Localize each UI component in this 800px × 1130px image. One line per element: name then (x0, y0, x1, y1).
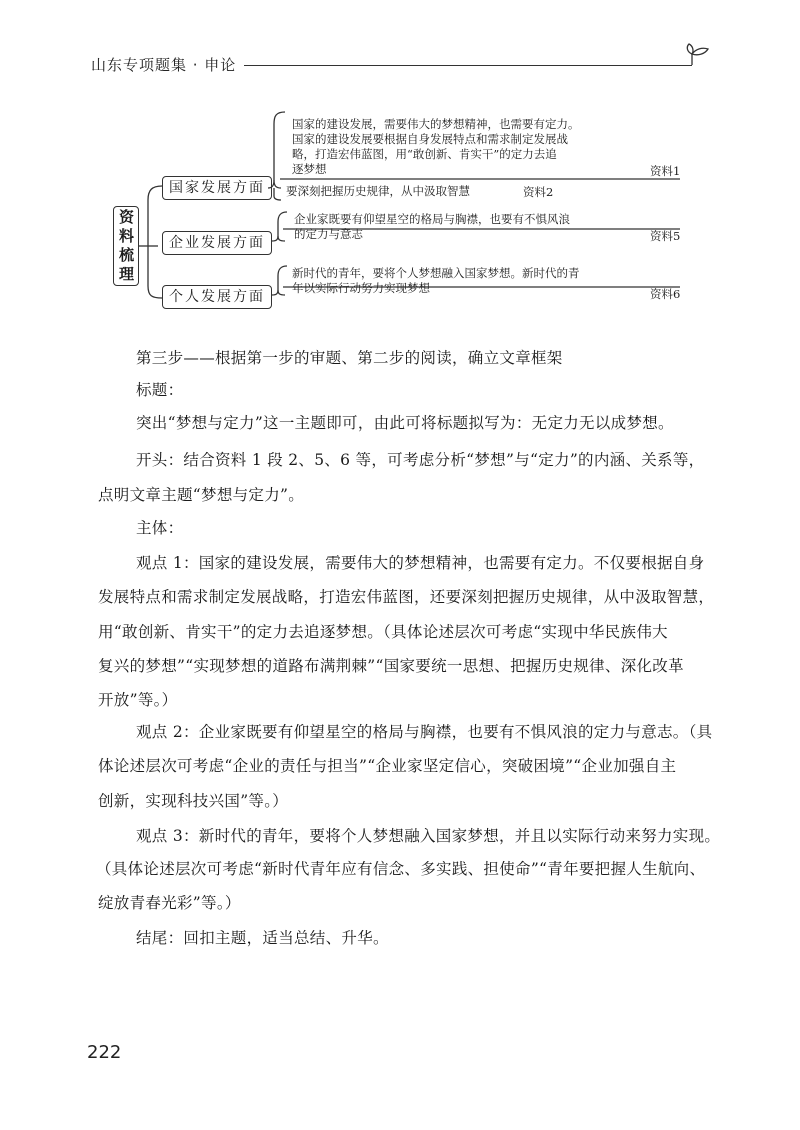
ending-text: 结尾：回扣主题，适当总结、升华。 (136, 929, 389, 947)
branch-individual-source: 资料6 (650, 287, 681, 301)
opening-line-1: 开头：结合资料 1 段 2、5、6 等，可考虑分析“梦想”与“定力”的内涵、关系等， (136, 451, 705, 469)
view2-line-1: 观点 2：企业家既要有仰望星空的格局与胸襟，也要有不惧风浪的定力与意志。（具 (136, 723, 713, 741)
view3-line-2: （具体论述层次可考虑“新时代青年应有信念、多实践、担使命”“青年要把握人生航向、 (96, 860, 706, 878)
view1-line-4: 复兴的梦想”“实现梦想的道路布满荆棘”“国家要统一思想、把握历史规律、深化改革 (98, 657, 684, 675)
title-text: 突出“梦想与定力”这一主题即可，由此可将标题拟写为：无定力无以成梦想。 (136, 414, 674, 432)
view1-line-2: 发展特点和需求制定发展战略，打造宏伟蓝图，还要深刻把握历史规律，从中汲取智慧， (98, 588, 715, 606)
view1-line-3: 用“敢创新、肯实干”的定力去追逐梦想。（具体论述层次可考虑“实现中华民族伟大 (98, 623, 668, 641)
branch-individual-label: 个人发展方面 (169, 289, 265, 305)
branch-enterprise-line-1: 企业家既要有仰望星空的格局与胸襟，也要有不惧风浪 (294, 212, 570, 226)
mindmap-root (113, 206, 139, 286)
branch-country-second-line: 要深刻把握历史规律，从中汲取智慧 (286, 184, 470, 198)
branch-country-label: 国家发展方面 (169, 180, 265, 196)
view1-line-5: 开放”等。） (98, 691, 178, 709)
view2-line-3: 创新，实现科技兴国”等。） (98, 792, 289, 810)
branch-enterprise-line-2: 的定力与意志 (294, 227, 363, 241)
material-mindmap (0, 0, 800, 340)
opening-line-2: 点明文章主题“梦想与定力”。 (98, 486, 305, 504)
mindmap-root-label: 资料梳理 (119, 208, 135, 283)
branch-country-source: 资料1 (650, 164, 681, 178)
branch-country-second-source: 资料2 (523, 185, 554, 199)
branch-individual-line-2: 年以实际行动努力实现梦想 (292, 281, 430, 295)
branch-country-line-2: 国家的建设发展要根据自身发展特点和需求制定发展战 (292, 132, 568, 146)
title-label: 标题： (136, 381, 184, 399)
view3-line-1: 观点 3：新时代的青年，要将个人梦想融入国家梦想，并且以实际行动来努力实现。 (136, 827, 721, 845)
view3-line-3: 绽放青春光彩”等。） (98, 894, 241, 912)
page-number: 222 (87, 1042, 122, 1063)
branch-country (162, 176, 272, 200)
branch-individual (162, 285, 272, 309)
running-header-title: 山东专项题集 · 申论 (91, 56, 237, 74)
branch-enterprise-label: 企业发展方面 (169, 235, 265, 251)
branch-individual-line-1: 新时代的青年，要将个人梦想融入国家梦想。新时代的青 (292, 266, 580, 280)
branch-enterprise (162, 231, 272, 255)
step3-heading: 第三步——根据第一步的审题、第二步的阅读，确立文章框架 (136, 349, 563, 367)
main-label: 主体： (136, 519, 184, 537)
view1-line-1: 观点 1：国家的建设发展，需要伟大的梦想精神，也需要有定力。不仅要根据自身 (136, 554, 705, 572)
view2-line-2: 体论述层次可考虑“企业的责任与担当”“企业家坚定信心，突破困境”“企业加强自主 (98, 757, 677, 775)
branch-country-line-1: 国家的建设发展，需要伟大的梦想精神，也需要有定力。 (292, 117, 580, 131)
branch-country-line-3: 略，打造宏伟蓝图，用“敢创新、肯实干”的定力去追 (292, 147, 557, 161)
branch-country-line-4: 逐梦想 (292, 162, 327, 176)
branch-enterprise-source: 资料5 (650, 229, 681, 243)
